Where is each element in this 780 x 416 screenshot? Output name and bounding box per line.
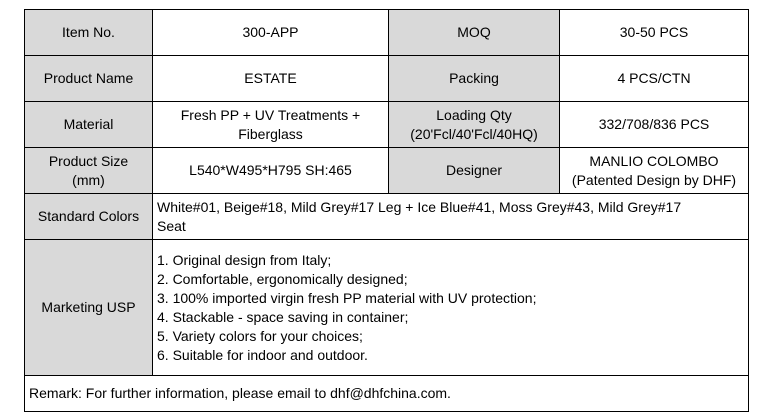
marketing-usp-item: 2. Comfortable, ergonomically designed;: [157, 270, 408, 287]
loading-qty-label-line-2: (20'Fcl/40'Fcl/40HQ): [410, 125, 538, 142]
marketing-usp-item: 6. Suitable for indoor and outdoor.: [157, 346, 368, 363]
material-value-line-2: Fiberglass: [238, 125, 303, 142]
standard-colors-label: Standard Colors: [25, 194, 153, 240]
marketing-usp-value: [153, 240, 749, 376]
item-no-value: 300-APP: [153, 10, 389, 56]
row-marketing-usp: [25, 240, 749, 376]
marketing-usp-item: 3. 100% imported virgin fresh PP material with UV protection;: [157, 289, 537, 306]
row-product-name: [25, 56, 749, 102]
material-value-line-1: Fresh PP + UV Treatments +: [180, 106, 361, 123]
standard-colors-value: [153, 194, 749, 240]
material-label: Material: [25, 102, 153, 148]
marketing-usp-list: [157, 251, 744, 365]
packing-label: Packing: [389, 56, 560, 102]
product-size-label-line-2: (mm): [72, 171, 105, 188]
marketing-usp-item: 1. Original design from Italy;: [157, 251, 332, 268]
designer-label: Designer: [389, 148, 560, 194]
standard-colors-line-2: Seat: [157, 217, 186, 234]
row-material: [25, 102, 749, 148]
designer-value-line-2: (Patented Design by DHF): [571, 171, 737, 188]
product-name-label: Product Name: [25, 56, 153, 102]
loading-qty-label-line-1: Loading Qty: [436, 106, 512, 123]
row-item-no: [25, 10, 749, 56]
remark-text: Remark: For further information, please email to dhf@dhfchina.com.: [25, 376, 749, 412]
product-size-value: L540*W495*H795 SH:465: [153, 148, 389, 194]
item-no-label: Item No.: [25, 10, 153, 56]
product-size-label: [25, 148, 153, 194]
marketing-usp-item: 5. Variety colors for your choices;: [157, 327, 363, 344]
material-value: [153, 102, 389, 148]
designer-value: [560, 148, 749, 194]
standard-colors-line-1: White#01, Beige#18, Mild Grey#17 Leg + Ice Blue#41, Moss Grey#43, Mild Grey#17: [157, 198, 682, 215]
product-name-value: ESTATE: [153, 56, 389, 102]
loading-qty-value: 332/708/836 PCS: [560, 102, 749, 148]
row-standard-colors: [25, 194, 749, 240]
moq-value: 30-50 PCS: [560, 10, 749, 56]
row-remark: [25, 376, 749, 412]
marketing-usp-item: 4. Stackable - space saving in container;: [157, 308, 409, 325]
product-spec-table: [24, 9, 749, 412]
marketing-usp-label: Marketing USP: [25, 240, 153, 376]
packing-value: 4 PCS/CTN: [560, 56, 749, 102]
row-product-size: [25, 148, 749, 194]
designer-value-line-1: MANLIO COLOMBO: [589, 152, 719, 169]
loading-qty-label: [389, 102, 560, 148]
moq-label: MOQ: [389, 10, 560, 56]
product-size-label-line-1: Product Size: [48, 152, 129, 169]
